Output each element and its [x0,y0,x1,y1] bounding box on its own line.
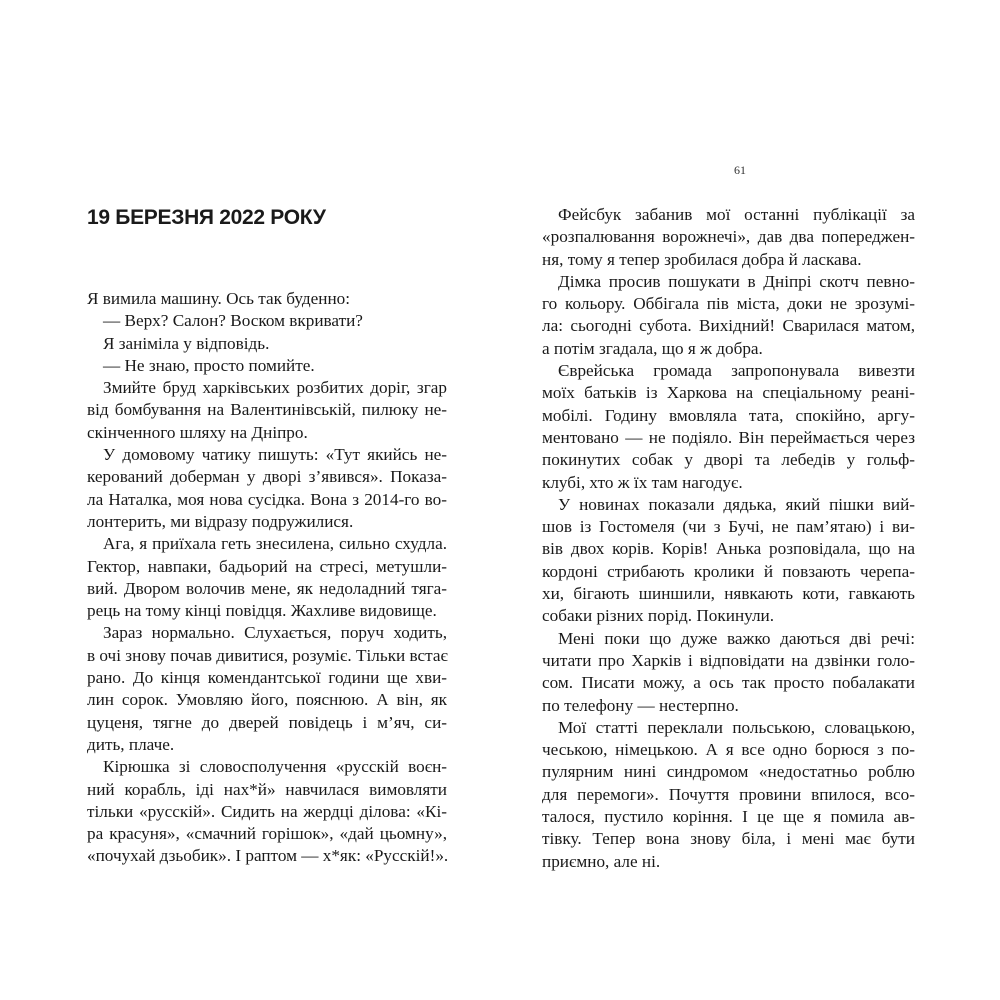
text-line: — Верх? Салон? Воском вкривати? [103,311,363,331]
text-line: Мої статті переклали польською, словацькою, [558,717,915,737]
text-line: по телефону — нестерпно. [542,695,739,715]
text-line: шов із Гостомеля (чи з Бучі, не пам’ятаю) і ви- [542,517,915,537]
text-line: ня, тому я тепер зробилася добра й ласкава. [542,249,862,269]
text-line: ментовано — не подіяло. Він переймається через [542,427,915,447]
text-line: «розпалювання ворожнечі», дав два попереджен- [542,227,915,247]
text-line: ний корабль, іді нах*й» навчилася вимовляти [87,779,447,799]
text-line: вів двох корів. Корів! Анька розповідала, що на [542,539,915,559]
text-line: Зараз нормально. Слухається, поруч ходить, [103,623,447,643]
text-line: лин сорок. Умовляю його, пояснюю. А він, як [87,690,447,710]
text-line: ра красуня», «смачний горішок», «дай цьомну», [87,824,447,844]
right-column-text [542,204,915,873]
text-line: ла: сьогодні субота. Вихідний! Сварилася матом, [542,316,915,336]
text-line: тільки «русскій». Сидить на жердці ділова: «Кі- [87,801,447,821]
text-line: Я вимила машину. Ось так буденно: [87,289,351,308]
page-number: 61 [734,163,746,177]
text-line: Мені поки що дуже важко даються дві речі: [558,628,915,648]
text-line: талося, пустило коріння. І це ще я помила ав- [542,807,915,827]
text-line: — Не знаю, просто помийте. [103,355,315,375]
text-line: ла Наталка, моя нова сусідка. Вона з 2014-го во- [87,489,447,509]
text-line: в очі знову почав дивитися, розуміє. Тільки встає [87,645,448,665]
text-line: чеською, німецькою. А я все одно борюся з по- [542,740,915,760]
text-line: У новинах показали дядька, який пішки вий- [558,494,915,514]
text-line: го кольору. Оббігала пів міста, доки не зрозумі- [542,294,915,314]
text-line: «почухай дзьобик». І раптом — х*як: «Русскій!». [87,846,449,866]
text-line: хи, бігають шиншили, нявкають коти, гавкають [542,584,915,604]
text-line: Я заніміла у відповідь. [103,333,270,353]
text-line: читати про Харків і відповідати на дзвінки голо- [542,650,915,670]
text-line: собаки різних порід. Покинули. [542,606,775,626]
text-line: Дімка просив пошукати в Дніпрі скотч певно- [558,271,915,291]
text-line: керований доберман у дворі з’явився». Показа- [87,467,447,487]
text-line: а потім згадала, що я ж добра. [542,338,763,358]
text-line: приємно, але ні. [542,851,661,871]
text-line: вий. Двором волочив мене, як недоладний тягa- [87,578,447,598]
text-line: Фейсбук забанив мої останні публікації за [558,205,915,224]
text-line: кордоні стрибають кролики й повзають черепа- [542,561,915,581]
text-line: тівку. Тепер вона знову біла, і мені має бути [542,829,915,849]
text-line: від бомбування на Валентинівській, пилюку не- [87,400,447,420]
text-line: пулярним нині синдромом «недостатньо роблю [542,762,915,782]
left-column-text [87,288,447,868]
text-line: рець на тому кінці повідця. Жахливе видовище. [87,601,437,621]
text-line: мобілі. Годину вмовляла тата, спокійно, аргу- [542,405,915,425]
text-line: Гектор, навпаки, бадьорий на стресі, метушли- [87,556,447,576]
text-line: сом. Писати можу, а ось так просто побалакати [542,673,915,693]
text-line: Кірюшка зі словосполучення «русскій воєн- [103,757,447,777]
text-line: клубі, хто ж їх там нагодує. [542,472,743,492]
text-line: Єврейська громада запропонувала вивезти [558,361,915,381]
text-line: рано. До кінця комендантської години ще хви- [87,668,447,688]
text-line: моїх батьків із Харкова на спеціальному реані- [542,383,915,403]
text-line: цуценя, тягне до дверей повідець і м’яч, си- [87,712,447,732]
text-line: лонтерить, ми відразу подружилися. [87,511,354,531]
text-line: Змийте бруд харківських розбитих доріг, згар [103,378,447,398]
text-line: дить, плаче. [87,734,175,754]
text-line: У домовому чатику пишуть: «Тут якийсь не- [103,445,447,465]
text-line: покинутих собак у дворі та лебедів у гольф- [542,450,915,470]
text-line: для перемоги». Почуття провини впилося, вco- [542,784,915,804]
chapter-title: 19 БЕРЕЗНЯ 2022 РОКУ [87,206,326,229]
text-line: скінченного шляху на Дніпро. [87,422,308,442]
text-line: Ага, я приїхала геть знесилена, сильно схудла. [103,534,447,554]
